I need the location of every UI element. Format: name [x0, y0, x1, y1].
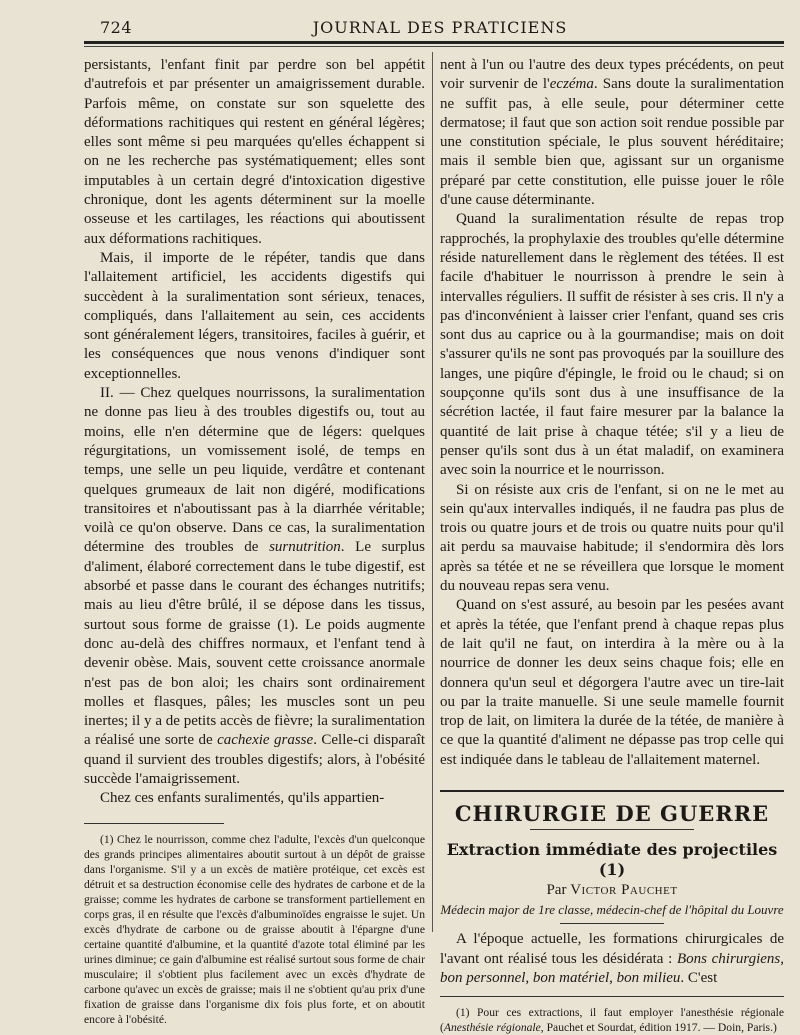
author-affiliation: Médecin major de 1re classe, médecin-chef de l'hôpital du Louvre — [440, 902, 784, 918]
left-paragraph-3-part-a: II. — Chez quelques nourrissons, la suralimentation ne donne pas lieu à des troubles digestifs ou, tout au moins, elle n'en détermine que de légers: quelques régurgitations, un vomissement isolé, de temps en temps, une selle un peu liquide, verdâtre et contenant quelques grumeaux de lait non digéré, modifications transitoires et n'aboutissant pas à la diarrhée véritable; voilà ce qu'on observe. Dans ce cas, la suralimentation détermine des troubles de — [84, 385, 425, 556]
article-paragraph-1-part-b: . C'est — [680, 970, 718, 987]
left-footnote: (1) Chez le nourrisson, comme chez l'adulte, l'excès d'un quelconque des grands principes alimentaires aboutit surtout à un dépôt de graisse dans l'organisme. S'il y a un excès de matière protéique, cet excès est détruit et sa destruction économise celle des hydrates de carbone et de la graisse; comme les hydrates de carbone se transforment partiellement en corps gras, il en résulte que l'excès d'albuminoïdes engraisse le sujet. Un excès d'hydrate de carbone ou de graisse aboutit à l'épargne d'une certaine quantité d'albumine, et la quantité d'azote total éliminé par les urines diminue; ce gain d'albumine est réalisé surtout sous forme de chair musculaire; il s'obtient plus facilement avec un excès d'hydrate de carbone qu'avec un excès de graisse; mais il ne s'obtient qu'au prix d'une fixation de graisse dans l'organisme dix fois plus forte, et on aboutit encore à l'obésité. — [84, 832, 425, 1026]
author-prefix: Par — [546, 881, 567, 898]
running-title: JOURNAL DES PRATICIENS — [312, 18, 568, 37]
left-paragraph-2: Mais, il importe de le répéter, tandis que dans l'allaitement artificiel, les accidents digestifs qui succèdent à la suralimentation sont sérieux, tenaces, compliqués, dans l'allaitement au sein, ces accidents sont généralement légers, transitoires, faciles à guérir, et les conséquences que nous venons d'indiquer sont exceptionnelles. — [84, 249, 425, 382]
article-paragraph-1 — [440, 930, 784, 988]
section-title: CHIRURGIE DE GUERRE — [440, 790, 784, 823]
page-header — [100, 14, 780, 40]
left-paragraph-3-part-b: . Le surplus d'aliment, élaboré correctement dans le tube digestif, est absorbé et passe dans le courant des échanges nutritifs; mais au lieu d'être brûlé, il se dépose dans les tissus, surtout sous forme de graisse (1). Le poids augmente donc au-delà des chiffres normaux, et l'enfant tend à devenir obèse. Mais, souvent cette croissance anormale n'est pas de bon aloi; les chairs sont ordinairement molles et flasques, pâles; les muscles sont un peu inertes; il y a de petits accès de fièvre; la suralimentation a réalisé une sorte de — [84, 539, 425, 749]
article-paragraph-1-part-a: A l'époque actuelle, les formations chirurgicales de l'avant ont réalisé tous les désidérata : — [440, 931, 784, 967]
left-paragraph-3-part-c: . Celle-ci disparaît quand il survient des troubles digestifs; alors, à l'obésité succède l'amaigrissement. — [84, 732, 425, 787]
term-surnutrition: surnutrition — [269, 539, 341, 556]
header-rule-thin — [84, 46, 784, 47]
left-paragraph-1: persistants, l'enfant finit par perdre son bel appétit d'autrefois et par présenter un amaigrissement durable. Parfois même, on constate sur son squelette des déformations rachitiques qui restent en général légères; elles sont même si peu marquées qu'elles échappent si on ne les recherche pas systématiquement; elles sont imputables à un certain degré d'intoxication digestive chronique, dont les agents déterminent sur la moelle osseuse et les cartilages, les réactions qui aboutissent aux déformations rachitiques. — [84, 57, 425, 247]
article-rule — [560, 923, 664, 924]
author-name: Victor Pauchet — [570, 881, 678, 898]
article-footnote-rule — [440, 996, 784, 997]
article-title: Extraction immédiate des projectiles (1) — [446, 840, 778, 879]
right-paragraph-1-part-b: . Sans doute la suralimentation ne suffit pas, à elle seule, pour déterminer cette dermatose; il faut que son action soit rendue possible par une constitution spéciale, le plus souvent héréditaire; mais il semble bien que, agissant sur un organisme préparé par cette constitution, elle puisse jouer le rôle d'une cause déterminante. — [440, 76, 784, 209]
right-paragraph-1-part-a: nent à l'un ou l'autre des deux types précédents, on peut voir survenir de l' — [440, 57, 784, 93]
term-eczema: eczéma — [549, 76, 594, 93]
left-column — [84, 56, 425, 1027]
right-paragraph-1 — [440, 56, 784, 210]
right-paragraph-3: Si on résiste aux cris de l'enfant, si on ne le met au sein qu'aux intervalles indiqués, il ne faudra pas plus de trois ou quatre jours et de trois ou quatre nuits pour qu'il ait perdu sa mauvaise habitude; il s'endormira dès lors après sa tétée et ne se réveillera que lorsque le moment du nouveau repas sera venu. — [440, 481, 784, 595]
right-paragraph-2: Quand la suralimentation résulte de repas trop rapprochés, la prophylaxie des troubles qu'elle détermine réside naturellement dans le règlement des tétées. Il est facile d'habituer le nourrisson à prendre le sein à intervalles réguliers. Il suffit de résister à ses cris. Il n'y a pas d'inconvénient à laisser crier l'enfant, quand ses cris sont dus au caprice ou à la gourmandise; mais on doit s'assurer qu'ils ne sont pas provoqués par la souillure des langes, une piqûre d'épingle, le froid ou le chaud; si on soupçonne qu'ils sont dus à une insuffisance de la sécrétion lactée, il faut faire mesurer par la balance la quantité de lait prise à chaque tétée; s'il y a lieu de penser qu'ils sont dus à un état maladif, on examinera avec soin la nourrice et le nourrisson. — [440, 211, 784, 479]
header-rule — [84, 41, 784, 44]
left-paragraph-4: Chez ces enfants suralimentés, qu'ils appartien- — [100, 790, 385, 807]
page-number: 724 — [100, 18, 133, 37]
footnote-rule — [84, 823, 224, 824]
right-footnote-part-a: (1) Pour ces extractions, il faut employer l'anesthésie régionale ( — [440, 1006, 784, 1035]
term-cachexie-grasse: cachexie grasse — [217, 732, 314, 749]
right-footnote-part-b: , Pauchet et Sourdat, édition 1917. — Doin, Paris.) — [540, 1021, 777, 1035]
article-emphasis: Bons chirurgiens, bon personnel, bon matériel, bon milieu — [440, 950, 785, 987]
section-rule — [530, 829, 694, 830]
right-footnote — [440, 1005, 784, 1035]
right-column — [440, 56, 784, 1035]
right-footnote-emphasis: Anesthésie régionale — [443, 1021, 541, 1035]
article-author — [440, 881, 784, 900]
right-paragraph-4: Quand on s'est assuré, au besoin par les pesées avant et après la tétée, que l'enfant prend à chaque repas plus de lait qu'il ne faut, on interdira à la mère ou à la nourrice de donner les deux seins chaque fois; elle en donnera qu'un seul et dégorgera l'autre avec un tire-lait ou par la traite manuelle. Si une seule mamelle fournit trop de lait, on limitera la durée de la tétée, de manière à ce que la quantité d'aliment ne dépasse pas trop celle qui est indiquée dans le tableau de l'allaitement maternel. — [440, 597, 784, 768]
left-paragraph-3 — [84, 384, 425, 789]
column-divider — [432, 52, 433, 932]
